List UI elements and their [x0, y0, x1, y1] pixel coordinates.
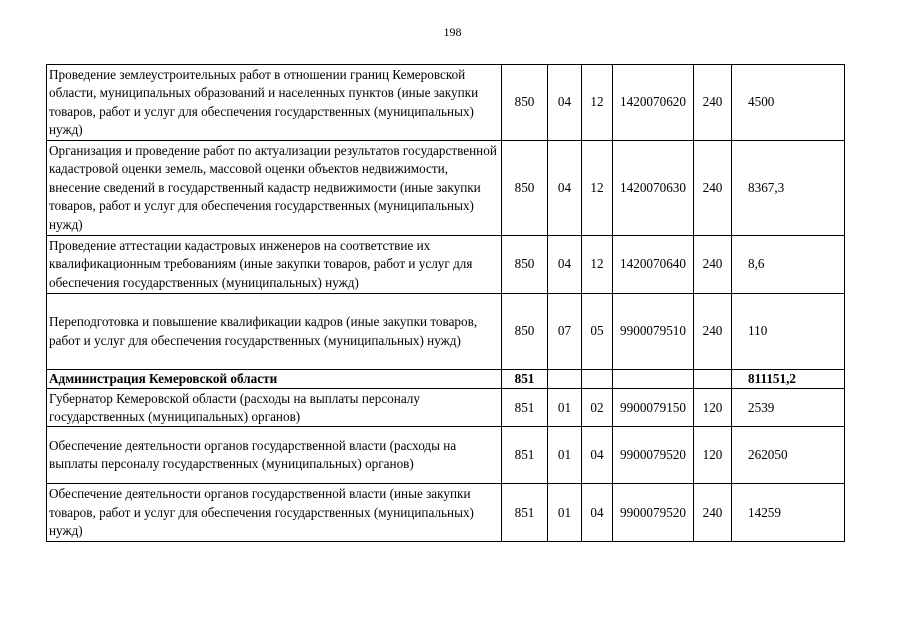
- expense-code: 120: [694, 427, 732, 484]
- expense-code: 240: [694, 484, 732, 542]
- row-name: Губернатор Кемеровской области (расходы на выплаты персоналу государственных (муниципальных) органов): [47, 389, 502, 427]
- table-row: [47, 141, 845, 236]
- section-code: 04: [548, 236, 582, 294]
- table-row: [47, 65, 845, 141]
- target-code: 9900079150: [613, 389, 694, 427]
- target-code: 9900079520: [613, 427, 694, 484]
- target-code: 9900079510: [613, 294, 694, 370]
- amount: 8,6: [732, 236, 845, 294]
- table-row-total: [47, 370, 845, 389]
- amount: 811151,2: [732, 370, 845, 389]
- subsection-code: 05: [582, 294, 613, 370]
- expense-code: 120: [694, 389, 732, 427]
- page-number: 198: [443, 25, 462, 39]
- ministry-code: 850: [502, 236, 548, 294]
- table-row: [47, 484, 845, 542]
- ministry-code: 851: [502, 427, 548, 484]
- ministry-code: 850: [502, 65, 548, 141]
- amount: 2539: [732, 389, 845, 427]
- table-row: [47, 236, 845, 294]
- row-name: Обеспечение деятельности органов государственной власти (расходы на выплаты персоналу государственных (муниципальных) органов): [47, 427, 502, 484]
- expense-code: 240: [694, 65, 732, 141]
- amount: 8367,3: [732, 141, 845, 236]
- subsection-code: 12: [582, 236, 613, 294]
- table-row: [47, 389, 845, 427]
- row-name: Проведение аттестации кадастровых инженеров на соответствие их квалификационным требованиям (иные закупки товаров, работ и услуг для обеспечения государственных (муниципальных) нужд): [47, 236, 502, 294]
- subsection-code: 04: [582, 427, 613, 484]
- ministry-code: 850: [502, 141, 548, 236]
- expense-code: 240: [694, 294, 732, 370]
- subsection-code: 04: [582, 484, 613, 542]
- subsection-code: 02: [582, 389, 613, 427]
- subsection-code: 12: [582, 65, 613, 141]
- table-row: [47, 427, 845, 484]
- section-code: 01: [548, 484, 582, 542]
- ministry-code: 851: [502, 484, 548, 542]
- section-code: 01: [548, 427, 582, 484]
- target-code: 1420070620: [613, 65, 694, 141]
- table-row: [47, 294, 845, 370]
- budget-table: [46, 64, 845, 542]
- target-code: 1420070630: [613, 141, 694, 236]
- expense-code: 240: [694, 236, 732, 294]
- expense-code: [694, 370, 732, 389]
- section-code: 01: [548, 389, 582, 427]
- amount: 4500: [732, 65, 845, 141]
- row-name: Переподготовка и повышение квалификации кадров (иные закупки товаров, работ и услуг для обеспечения государственных (муниципальных) нужд): [47, 294, 502, 370]
- subsection-code: 12: [582, 141, 613, 236]
- amount: 262050: [732, 427, 845, 484]
- expense-code: 240: [694, 141, 732, 236]
- target-code: 9900079520: [613, 484, 694, 542]
- target-code: 1420070640: [613, 236, 694, 294]
- ministry-code: 851: [502, 389, 548, 427]
- section-code: 04: [548, 141, 582, 236]
- row-name: Проведение землеустроительных работ в отношении границ Кемеровской области, муниципальных образований и населенных пунктов (иные закупки товаров, работ и услуг для обеспечения государственных (муниципальных) нужд): [47, 65, 502, 141]
- subsection-code: [582, 370, 613, 389]
- section-code: 07: [548, 294, 582, 370]
- section-code: 04: [548, 65, 582, 141]
- target-code: [613, 370, 694, 389]
- row-name: Администрация Кемеровской области: [47, 370, 502, 389]
- ministry-code: 851: [502, 370, 548, 389]
- section-code: [548, 370, 582, 389]
- row-name: Организация и проведение работ по актуализации результатов государственной кадастровой оценки земель, массовой оценки объектов недвижимости, внесение сведений в государственный кадастр недвижимости (иные закупки товаров, работ и услуг для обеспечения государственных (муниципальных) нужд): [47, 141, 502, 236]
- row-name: Обеспечение деятельности органов государственной власти (иные закупки товаров, работ и услуг для обеспечения государственных (муниципальных) нужд): [47, 484, 502, 542]
- amount: 14259: [732, 484, 845, 542]
- amount: 110: [732, 294, 845, 370]
- ministry-code: 850: [502, 294, 548, 370]
